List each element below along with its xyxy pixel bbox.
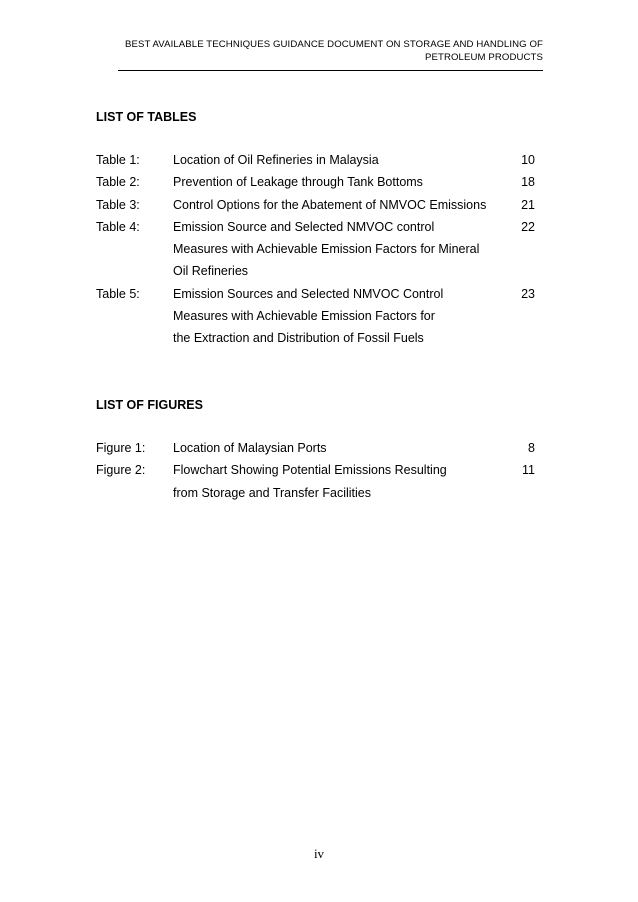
table-page-number: 21 — [521, 197, 535, 212]
figure-title — [173, 437, 518, 459]
table-title-line: Emission Source and Selected NMVOC control — [173, 219, 435, 234]
running-header-line-2: PETROLEUM PRODUCTS — [424, 52, 543, 63]
figure-title-line: Location of Malaysian Ports — [173, 441, 327, 455]
figure-number-label: Figure 2: — [96, 463, 146, 478]
table-title-line: Emission Sources and Selected NMVOC Control — [173, 286, 444, 301]
list-of-tables-heading: LIST OF TABLES — [96, 110, 197, 124]
table-title-line: Control Options for the Abatement of NMVOC Emissions — [173, 197, 487, 212]
table-entry — [96, 194, 541, 216]
table-title-line: Location of Oil Refineries in Malaysia — [173, 153, 379, 167]
table-entry — [96, 149, 541, 171]
figure-page-number: 11 — [522, 463, 535, 478]
table-number-label: Table 1: — [96, 153, 140, 167]
table-entry — [96, 216, 541, 283]
table-page-number: 22 — [521, 219, 535, 234]
table-title — [173, 194, 518, 216]
table-page-number: 23 — [521, 286, 535, 301]
table-page-number: 10 — [521, 153, 535, 167]
table-title — [173, 216, 518, 283]
table-number-label: Table 2: — [96, 175, 140, 190]
table-entry — [96, 283, 541, 350]
header-rule — [118, 70, 543, 71]
figure-entry — [96, 437, 541, 459]
page-number: iv — [313, 846, 325, 861]
table-title — [173, 149, 518, 171]
table-title-line: Prevention of Leakage through Tank Bottoms — [173, 175, 423, 190]
table-title-line: Measures with Achievable Emission Factors for — [173, 309, 435, 324]
table-title — [173, 283, 518, 350]
running-header — [118, 38, 543, 64]
figure-title-line: from Storage and Transfer Facilities — [173, 485, 371, 500]
figure-number-label: Figure 1: — [96, 441, 146, 455]
table-entry — [96, 171, 541, 193]
figure-title-line: Flowchart Showing Potential Emissions Resulting — [173, 463, 447, 478]
figure-page-number: 8 — [528, 441, 535, 455]
table-title-line: Measures with Achievable Emission Factors for Mineral — [173, 242, 480, 257]
table-page-number: 18 — [521, 175, 535, 190]
figure-title — [173, 459, 518, 504]
table-title-line: the Extraction and Distribution of Fossil Fuels — [173, 331, 424, 346]
table-number-label: Table 3: — [96, 197, 140, 212]
table-title — [173, 171, 518, 193]
table-title-line: Oil Refineries — [173, 264, 249, 279]
list-of-figures-heading: LIST OF FIGURES — [96, 398, 203, 412]
table-number-label: Table 5: — [96, 286, 140, 301]
list-of-figures — [96, 437, 541, 504]
figure-entry — [96, 459, 541, 504]
running-header-line-1: BEST AVAILABLE TECHNIQUES GUIDANCE DOCUMENT ON STORAGE AND HANDLING OF — [124, 39, 543, 50]
table-number-label: Table 4: — [96, 219, 140, 234]
list-of-tables — [96, 149, 541, 350]
